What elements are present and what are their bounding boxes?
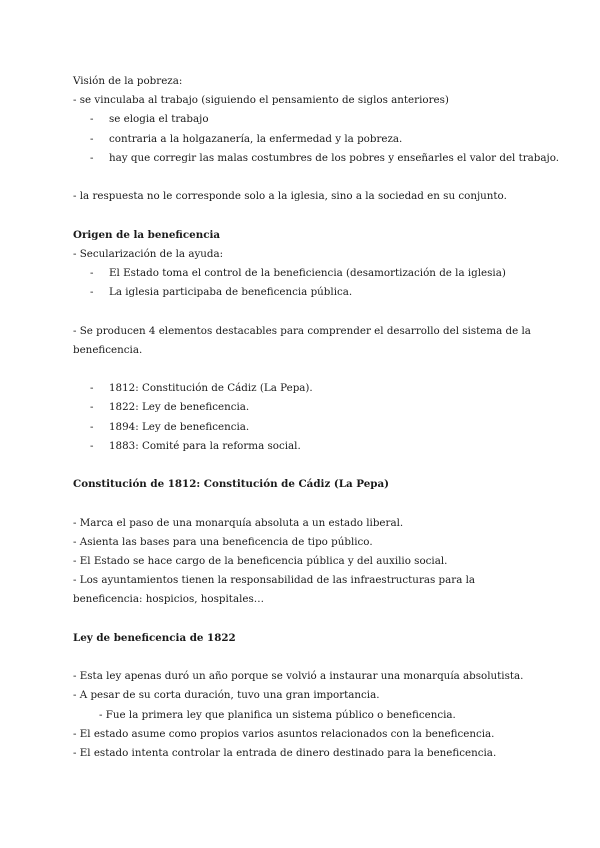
bullet-dash: - bbox=[90, 132, 94, 145]
constitucion-item: - Marca el paso de una monarquía absoluta a un estado liberal. bbox=[73, 516, 404, 529]
bullet-dash: - bbox=[90, 401, 94, 414]
constitucion-item: - Asienta las bases para una beneficencia de tipo público. bbox=[73, 535, 373, 548]
ley1822-heading: Ley de beneficencia de 1822 bbox=[73, 631, 236, 644]
pobreza-conclusion: - la respuesta no le corresponde solo a la iglesia, sino a la sociedad en su conjunto. bbox=[73, 190, 507, 203]
list-item: - 1894: Ley de beneficencia. bbox=[73, 418, 543, 437]
elements-intro: - Se producen 4 elementos destacables para comprender el desarrollo del sistema de la beneficencia. bbox=[73, 324, 531, 356]
list-item: - El Estado toma el control de la beneficiencia (desamortización de la iglesia) bbox=[73, 264, 543, 283]
bullet-dash: - bbox=[90, 420, 94, 433]
ley1822-item: - Esta ley apenas duró un año porque se volvió a instaurar una monarquía absolutista. bbox=[73, 670, 524, 683]
list-item: - 1812: Constitución de Cádiz (La Pepa). bbox=[73, 379, 543, 398]
list-item: - La iglesia participaba de beneficencia pública. bbox=[73, 283, 543, 302]
bullet-dash: - bbox=[90, 151, 94, 164]
constitucion-item: - El Estado se hace cargo de la beneficencia pública y del auxilio social. bbox=[73, 554, 448, 567]
origen-heading: Origen de la beneficencia bbox=[73, 228, 221, 241]
ley1822-item: - El estado intenta controlar la entrada de dinero destinado para la beneficencia. bbox=[73, 746, 497, 759]
ley1822-subitem: - Fue la primera ley que planifica un sistema público o beneficencia. bbox=[99, 708, 456, 721]
list-item: - contraria a la holgazanería, la enfermedad y la pobreza. bbox=[73, 130, 543, 149]
origen-intro: - Secularización de la ayuda: bbox=[73, 247, 224, 260]
list-item: - hay que corregir las malas costumbres de los pobres y enseñarles el valor del trabajo. bbox=[73, 149, 543, 168]
list-item: - 1883: Comité para la reforma social. bbox=[73, 437, 543, 456]
bullet-dash: - bbox=[90, 439, 94, 452]
list-item: - se elogia el trabajo bbox=[73, 110, 543, 129]
pobreza-title: Visión de la pobreza: bbox=[73, 75, 183, 87]
ley1822-item: - El estado asume como propios varios asuntos relacionados con la beneficencia. bbox=[73, 727, 495, 740]
bullet-dash: - bbox=[90, 267, 94, 279]
constitucion-heading: Constitución de 1812: Constitución de Cádiz (La Pepa) bbox=[73, 478, 390, 491]
bullet-dash: - bbox=[90, 286, 94, 299]
pobreza-intro: - se vinculaba al trabajo (siguiendo el pensamiento de siglos anteriores) bbox=[73, 94, 449, 107]
bullet-dash: - bbox=[90, 382, 94, 395]
bullet-dash: - bbox=[90, 113, 94, 126]
list-item: - 1822: Ley de beneficencia. bbox=[73, 398, 543, 417]
ley1822-item: - A pesar de su corta duración, tuvo una gran importancia. bbox=[73, 689, 380, 702]
constitucion-item: - Los ayuntamientos tienen la responsabilidad de las infraestructuras para la beneficencia: hospicios, hospitales… bbox=[73, 574, 476, 606]
document-page bbox=[73, 72, 560, 763]
